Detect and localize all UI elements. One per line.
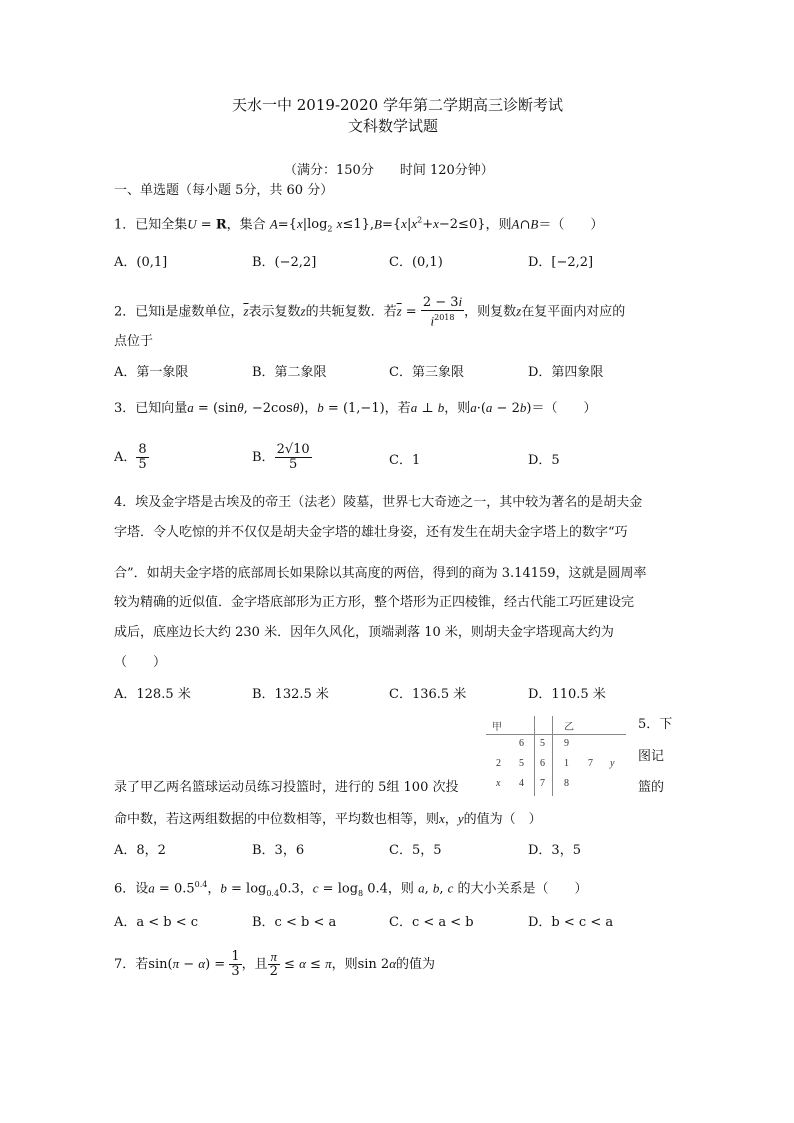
stem-right-label: 乙	[564, 722, 574, 733]
question-3: 3．已知向量a = (sinθ, −2cosθ)，b = (1,−1)，若a ⊥ b，则a·(a − 2b)＝（ ）	[114, 400, 597, 416]
q3-ask: ＝（ ）	[531, 401, 597, 416]
stem-left-divider	[534, 716, 535, 796]
q1-ask: ＝（ ）	[538, 217, 604, 233]
q2-option-c: C．第三象限	[389, 365, 464, 380]
q1-option-b: B．(−2,2]	[252, 255, 317, 270]
leaf-right: 7	[588, 758, 593, 769]
q2-fraction: $\frac{2 - 3i}{i^{2018}}$	[422, 294, 463, 329]
q1-set-intro: ，集合	[226, 217, 266, 233]
q5-option-d: D．3，5	[528, 843, 581, 858]
leaf-right: 9	[564, 738, 569, 749]
q4-option-c: C．136.5 米	[389, 687, 467, 702]
q2-option-a: A．第一象限	[114, 365, 189, 380]
q4-option-d: D．110.5 米	[528, 687, 606, 702]
q2-lead: 2．已知i是虚数单位，	[114, 304, 244, 320]
q2-mid: 表示复数	[248, 304, 301, 320]
q3-option-a: A． $\frac{8}{5}$	[114, 442, 147, 472]
question-5-right-mid: 图记	[638, 749, 665, 764]
q6-option-d: D．b < c < a	[528, 915, 614, 930]
q1-option-c: C．(0,1)	[389, 255, 443, 270]
question-7: 7．若sin(π − α) = $\frac{1}{3}$ ，且 $\frac{\pi}{2}$ ≤ α ≤ π，则sin 2α的值为	[114, 949, 436, 979]
q1-then: ，则	[485, 217, 512, 233]
question-6: 6．设$a = 0.5^{0.4}$，$b = \log_{0.4}0.3$，$c = \log_8 0.4$，则 a, b, c 的大小关系是（ ）	[114, 880, 588, 898]
stem-value: 6	[540, 758, 545, 769]
leaf-right: 8	[564, 778, 569, 789]
stem-left-label: 甲	[492, 722, 502, 733]
question-4-line: 成后，底座边长大约 230 米．因年久风化，顶端剥落 10 米，则胡夫金字塔现高大约为	[114, 625, 614, 640]
q2-tail: ，则复数	[464, 304, 517, 320]
question-4-line: （ ）	[114, 655, 167, 670]
q2-tail2: 在复平面内对应的	[521, 304, 626, 320]
leaf-left: 2	[496, 758, 501, 769]
q3-then: ，则	[444, 401, 471, 416]
question-4-line: 合”．如胡夫金字塔的底部周长如果除以其高度的两倍，得到的商为 3.14159，这就是圆周率	[114, 566, 647, 581]
stem-leaf-plot	[486, 716, 626, 796]
q4-option-b: B．132.5 米	[252, 687, 329, 702]
q3-cond: ，若	[384, 401, 411, 416]
q5-option-a: A．8，2	[114, 843, 166, 858]
section-heading: 一、单选题（每小题 5分，共 60 分）	[114, 183, 334, 198]
q3-option-b: B． $\frac{2√10}{5}$	[252, 442, 310, 472]
question-2-cont: 点位于	[114, 334, 154, 349]
leaf-left: 5	[519, 758, 524, 769]
question-1: 1．已知全集U = R，集合 $A=\{x|\log_2$ $x\le 1\},B=\{x|x^2+x-2\le 0\}$，则A∩B＝（ ）	[114, 216, 604, 234]
q1-option-d: D．[−2,2]	[528, 255, 594, 270]
leaf-left: 6	[519, 738, 524, 749]
stem-value: 7	[540, 778, 545, 789]
exam-title-line2: 文科数学试题	[348, 117, 439, 135]
exam-meta: （满分：150分 时间 120分钟）	[284, 163, 494, 178]
stem-right-divider	[552, 716, 553, 796]
exam-title-line1: 天水一中 2019-2020 学年第二学期高三诊断考试	[232, 96, 563, 114]
stem-value: 5	[540, 738, 545, 749]
question-5-line2: 命中数，若这两组数据的中位数相等，平均数也相等，则x，y的值为（ ）	[114, 811, 542, 827]
q1-set-b-def: $\{x|x^2+x-2\le 0\}$	[392, 216, 486, 233]
question-5-right-bot: 篮的	[638, 780, 665, 795]
q1-set-a: A	[269, 216, 278, 232]
q1-lead: 1．已知全集	[114, 217, 188, 233]
leaf-right: 1	[564, 758, 569, 769]
q2-mid2: 的共轭复数．若	[305, 304, 397, 320]
question-2: 2．已知i是虚数单位，$\overline{z}$表示复数z的共轭复数．若$\overline{z}$ = $\frac{2 - 3i}{i^{2018}}$ ，则复数z在复平面内对应的	[114, 294, 626, 329]
question-4-line: 4．埃及金字塔是古埃及的帝王（法老）陵墓，世界七大奇迹之一，其中较为著名的是胡夫金	[114, 495, 643, 510]
leaf-right: y	[610, 758, 615, 769]
q6-option-a: A．a < b < c	[114, 915, 199, 930]
stem-header-rule	[486, 734, 626, 735]
leaf-left: x	[496, 778, 501, 789]
q2-option-d: D．第四象限	[528, 365, 604, 380]
q2-option-b: B．第二象限	[252, 365, 327, 380]
q6-option-b: B．c < b < a	[252, 915, 337, 930]
q1-universal-set: U	[187, 216, 197, 232]
q3-option-d: D．5	[528, 453, 560, 468]
question-5-right-top: 5．下	[638, 717, 673, 732]
q1-option-a: A．(0,1]	[114, 255, 168, 270]
q5-option-c: C．5，5	[389, 843, 442, 858]
q1-reals: R	[215, 217, 227, 233]
question-5-line1: 录了甲乙两名篮球运动员练习投篮时，进行的 5组 100 次投	[114, 780, 459, 795]
question-4-line: 字塔．令人吃惊的并不仅仅是胡夫金字塔的雄壮身姿，还有发生在胡夫金字塔上的数字“巧	[114, 525, 628, 540]
q6-option-c: C．c < a < b	[389, 915, 474, 930]
leaf-left: 4	[519, 778, 524, 789]
q5-option-b: B．3，6	[252, 843, 305, 858]
question-4-line: 较为精确的近似值．金字塔底部形为正方形，整个塔形为正四棱锥，经古代能工巧匠建设完	[114, 595, 635, 610]
q3-lead: 3．已知向量	[114, 401, 188, 416]
q4-option-a: A．128.5 米	[114, 687, 191, 702]
q1-set-a-def: {$x|\log_2$ x≤1}	[288, 216, 370, 234]
q3-option-c: C．1	[389, 453, 421, 468]
